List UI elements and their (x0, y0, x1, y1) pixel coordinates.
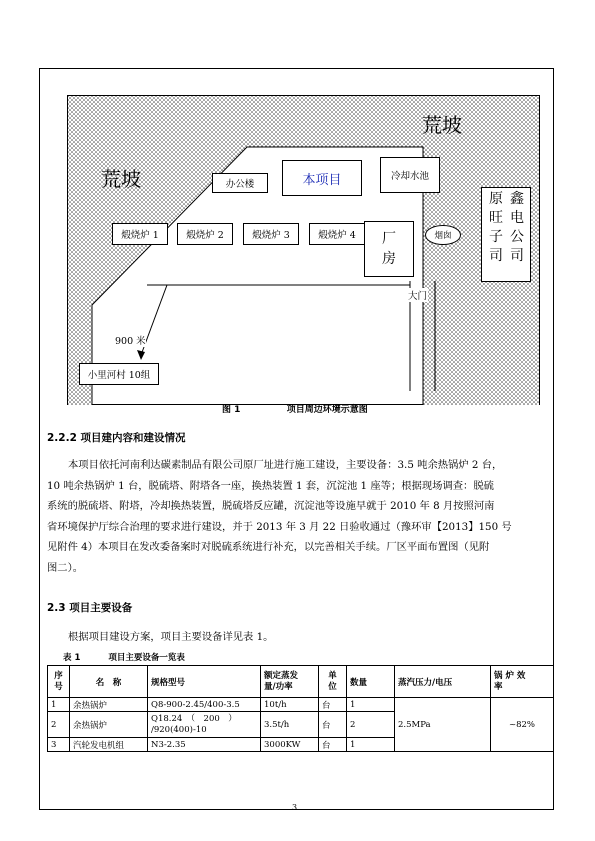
factory-char-1: 厂 (382, 231, 396, 247)
header-model: 规格型号 (148, 666, 261, 698)
neighbor-col-2 (509, 190, 525, 266)
neighbor-char: 司 (510, 248, 524, 264)
header-efficiency (491, 666, 554, 698)
cell-unit: 台 (319, 698, 347, 712)
header-qty: 数量 (347, 666, 395, 698)
section-23-heading: 2.3 项目主要设备 (47, 602, 133, 614)
header-unit-line2: 位 (328, 681, 337, 692)
neighbor-char: 原 (489, 191, 503, 207)
chimney: 烟囱 (425, 225, 461, 245)
page-number: 3 (292, 803, 298, 812)
site-map (67, 95, 540, 405)
para1-line: 省环境保护厅综合治理的要求进行建设，并于 2013 年 3 月 22 日验收通过（豫环审【2013】150 号 (47, 520, 512, 533)
cell-name: 余热锅炉 (70, 698, 148, 712)
kiln-3: 煅烧炉 3 (243, 223, 299, 245)
figure-number: 图 1 (222, 405, 241, 415)
header-seq-line2: 号 (54, 681, 63, 692)
cell-capacity: 3.5t/h (261, 712, 319, 738)
figure-title: 项目周边环境示意图 (286, 405, 368, 415)
cell-model-line2: /920(400)-10 (151, 724, 207, 735)
office-building: 办公楼 (212, 173, 268, 193)
header-capacity-line2: 量/功率 (264, 681, 293, 692)
site-map-lines (67, 95, 540, 405)
cell-model: Q8-900-2.45/400-3.5 (148, 698, 261, 712)
para1-line: 图二）。 (47, 561, 84, 574)
header-unit (319, 666, 347, 698)
factory-building (364, 221, 414, 277)
cell-unit: 台 (319, 738, 347, 752)
cell-seq: 2 (48, 712, 70, 738)
neighbor-char: 公 (510, 229, 524, 245)
header-pressure: 蒸汽压力/电压 (395, 666, 491, 698)
para1-line: 系统的脱硫塔、附塔，冷却换热装置，脱硫塔反应罐，沉淀池等设施早就于 2010 年 8 月按照河南 (47, 500, 495, 513)
cell-unit: 台 (319, 712, 347, 738)
distance-label: 900 米 (115, 333, 146, 347)
paragraph-2: 根据项目建设方案，项目主要设备详见表 1。 (68, 631, 274, 643)
neighbor-char: 鑫 (510, 191, 524, 207)
cell-name: 余热锅炉 (70, 712, 148, 738)
factory-char-2: 房 (382, 251, 396, 267)
paragraph-1 (47, 455, 553, 579)
cell-name: 汽轮发电机组 (70, 738, 148, 752)
wasteland-label-left: 荒坡 (101, 167, 141, 191)
cell-capacity: 3000KW (261, 738, 319, 752)
table-row (48, 698, 554, 712)
cell-model: N3-2.35 (148, 738, 261, 752)
header-seq-line1: 序 (54, 670, 63, 681)
kiln-2: 煅烧炉 2 (177, 223, 233, 245)
table-number: 表 1 (63, 653, 81, 663)
cell-efficiency: ~82% (491, 698, 554, 752)
gate-label: 大门 (407, 288, 428, 302)
cell-model (148, 712, 261, 738)
para1-line: 本项目依托河南利达碳素制品有限公司原厂址进行施工建设，主要设备：3.5 吨余热锅炉 2 台， (68, 459, 503, 471)
para1-line: 10 吨余热锅炉 1 台，脱硫塔、附塔各一座，换热装置 1 套，沉淀池 1 座等；根据现场调查：脱硫 (47, 479, 494, 492)
neighbor-col-1 (488, 190, 504, 266)
neighbor-char: 旺 (489, 210, 503, 226)
cell-pressure: 2.5MPa (395, 698, 491, 752)
cell-model-line1: Q18.24 （ 200 ） (151, 713, 237, 724)
header-capacity (261, 666, 319, 698)
equipment-table (47, 665, 554, 752)
para1-line: 见附件 4）本项目在发改委备案时对脱硫系统进行补充，以完善相关手续。厂区平面布置图（见附 (47, 541, 490, 554)
village-box: 小里河村 10组 (79, 363, 159, 385)
neighbor-char: 子 (489, 229, 503, 245)
this-project-building: 本项目 (282, 160, 362, 196)
kiln-1: 煅烧炉 1 (112, 223, 168, 245)
header-capacity-line1: 额定蒸发 (264, 670, 299, 681)
header-efficiency-line2: 率 (494, 681, 503, 692)
cell-qty: 1 (347, 698, 395, 712)
neighbor-char: 司 (489, 248, 503, 264)
header-unit-line1: 单 (328, 670, 337, 681)
cell-seq: 3 (48, 738, 70, 752)
cell-qty: 1 (347, 738, 395, 752)
figure-caption (222, 402, 368, 415)
table-title: 项目主要设备一览表 (108, 653, 185, 663)
header-efficiency-line1: 锅 炉 效 (494, 670, 526, 681)
cell-qty: 2 (347, 712, 395, 738)
wasteland-label-right: 荒坡 (422, 113, 462, 137)
table-header-row (48, 666, 554, 698)
neighbor-company-box (481, 187, 531, 282)
cell-seq: 1 (48, 698, 70, 712)
header-name: 名 称 (70, 666, 148, 698)
section-222-heading: 2.2.2 项目建内容和建设情况 (47, 432, 186, 444)
neighbor-char: 电 (510, 210, 524, 226)
cooling-pool: 冷却水池 (380, 157, 440, 193)
kiln-4: 煅烧炉 4 (309, 223, 365, 245)
header-seq (48, 666, 70, 698)
table-caption (63, 651, 185, 663)
cell-capacity: 10t/h (261, 698, 319, 712)
